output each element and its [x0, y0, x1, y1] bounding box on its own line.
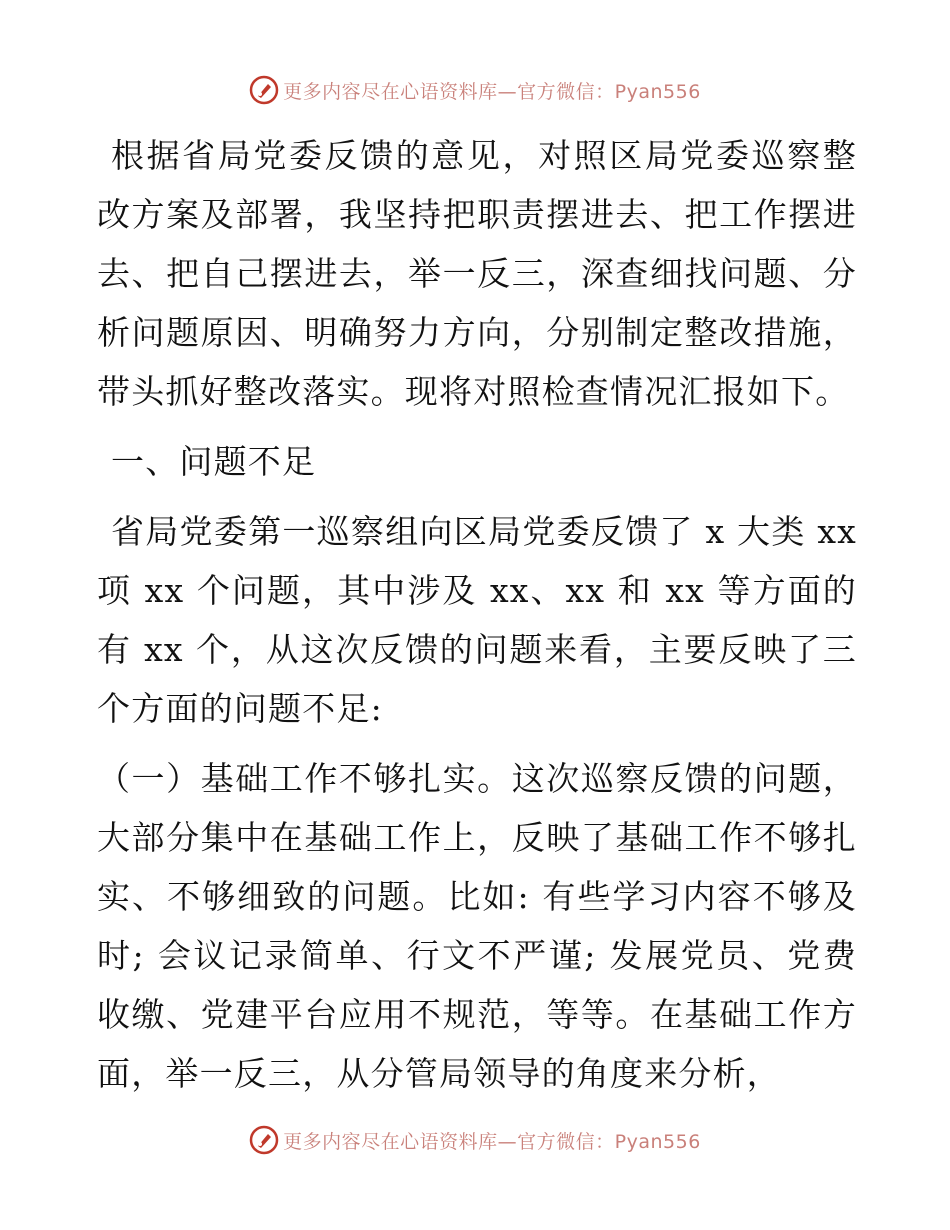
- paragraph-intro: 根据省局党委反馈的意见，对照区局党委巡察整改方案及部署，我坚持把职责摆进去、把工作摆进去、把自己摆进去，举一反三，深查细找问题、分析问题原因、明确努力方向，分别制定整改措施，带头抓好整改落实。现将对照检查情况汇报如下。: [97, 136, 857, 411]
- header-banner-wechat-id: Pyan556: [614, 80, 701, 103]
- header-banner: [0, 72, 950, 108]
- paragraph-feedback-summary: 省局党委第一巡察组向区局党委反馈了 x 大类 xx 项 xx 个问题，其中涉及 xx、xx 和 xx 等方面的有 xx 个，从这次反馈的问题来看，主要反映了三个方面的问题不足:: [97, 512, 857, 728]
- footer-banner-wechat-id: Pyan556: [614, 1130, 701, 1153]
- footer-banner: [0, 1122, 950, 1158]
- paragraph-basic-work: （一）基础工作不够扎实。这次巡察反馈的问题，大部分集中在基础工作上，反映了基础工作不够扎实、不够细致的问题。比如: 有些学习内容不够及时; 会议记录简单、行文不严谨; 发展党员、党费收缴、党建平台应用不规范，等等。在基础工作方面，举一反三，从分管局领导的角度来分析，: [97, 759, 857, 1093]
- footer-banner-text: 更多内容尽在心语资料库—官方微信：Pyan556: [283, 1130, 701, 1153]
- section-heading-problems: 一、问题不足: [111, 442, 317, 481]
- pen-nib-logo-icon: [249, 75, 279, 105]
- document-body: [97, 126, 857, 1114]
- pen-nib-logo-icon: [249, 1125, 279, 1155]
- header-banner-text: 更多内容尽在心语资料库—官方微信：Pyan556: [283, 80, 701, 103]
